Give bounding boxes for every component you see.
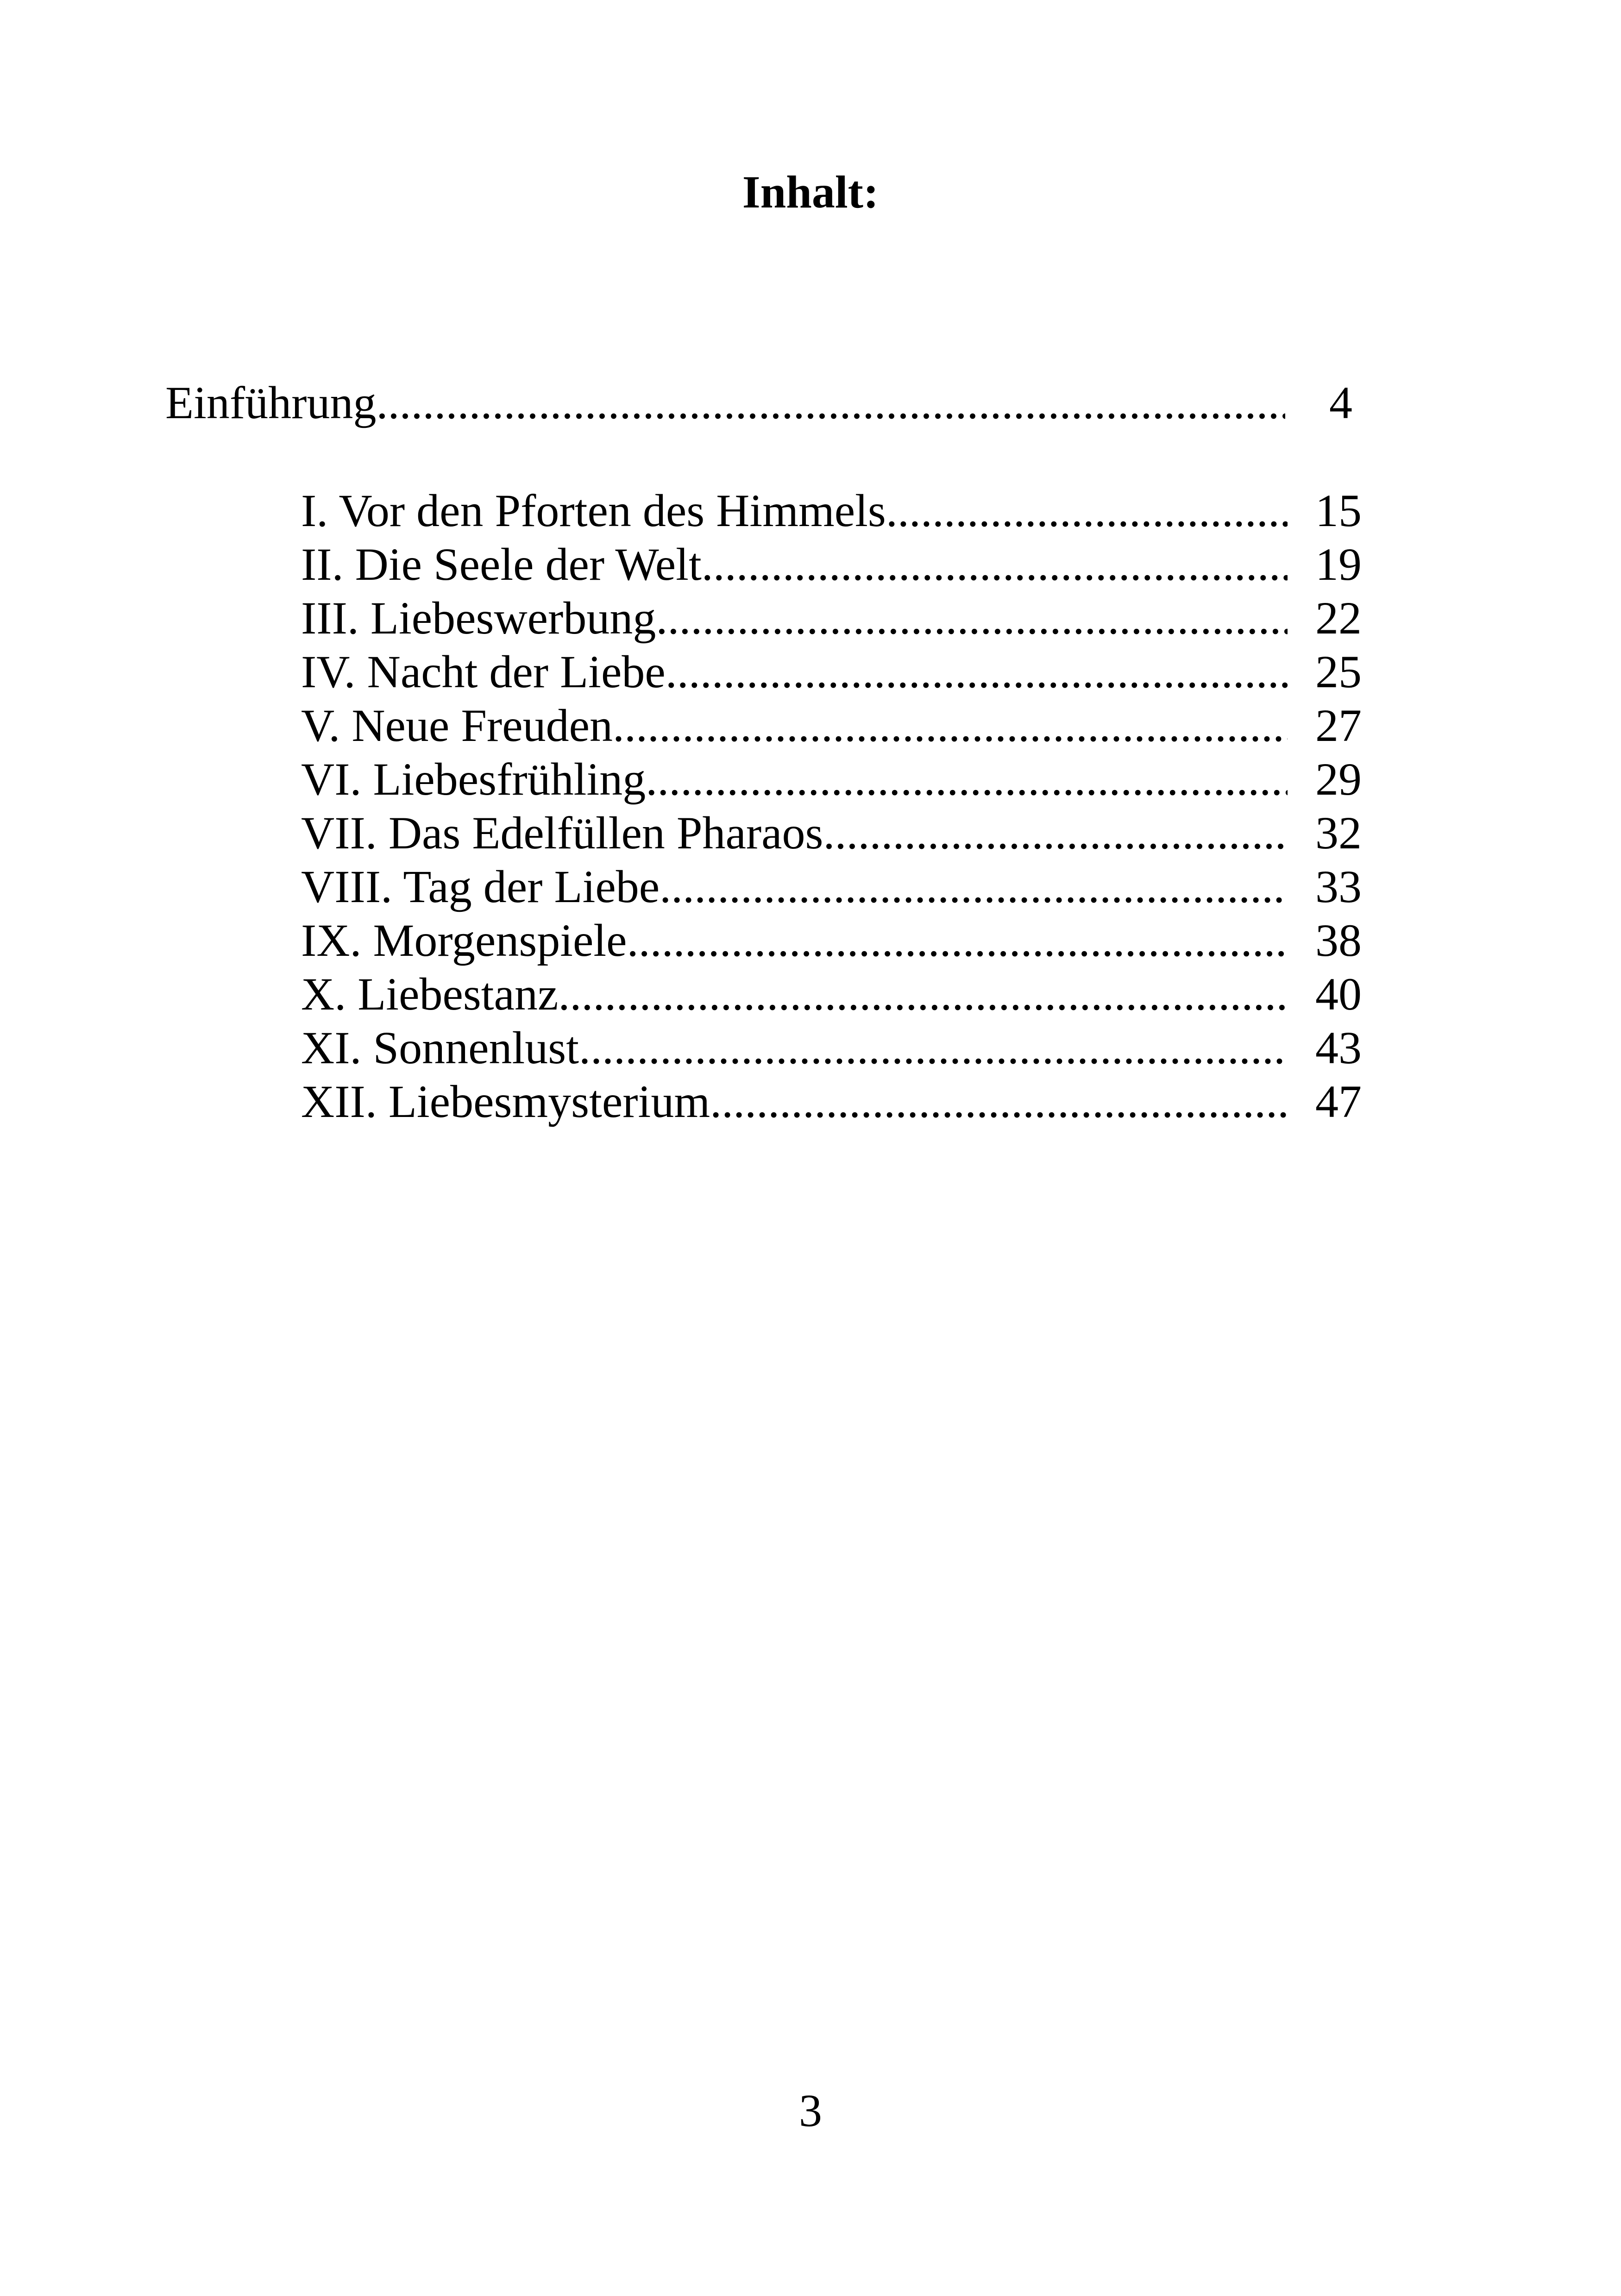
toc-entry [301, 1075, 1362, 1129]
toc-entry-label: II. Die Seele der Welt [301, 539, 702, 590]
toc-entry-page: 25 [1315, 646, 1362, 697]
toc-leader-dots [656, 591, 1288, 645]
toc-entry [301, 753, 1362, 806]
toc-entry-page: 43 [1315, 1022, 1362, 1073]
toc-leader-dots [660, 860, 1288, 914]
toc-leader-dots [886, 484, 1288, 538]
toc-entry [301, 538, 1362, 591]
toc-entry-page: 19 [1315, 539, 1362, 590]
toc-entry [301, 591, 1362, 645]
toc-entry [301, 860, 1362, 914]
toc-entry-label: I. Vor den Pforten des Himmels [301, 485, 886, 536]
page-number: 3 [799, 2085, 822, 2136]
toc-entry [301, 914, 1362, 967]
toc-entry-intro [165, 376, 1352, 430]
toc-entry-label: VIII. Tag der Liebe [301, 861, 660, 912]
toc-entry-page: 22 [1315, 592, 1362, 644]
toc-entry [301, 1021, 1362, 1075]
toc-entry-page: 40 [1315, 968, 1362, 1020]
toc-entry-page: 29 [1315, 753, 1362, 805]
toc-leader-dots [646, 753, 1288, 806]
toc-entry [301, 645, 1362, 699]
toc-entry-page: 47 [1315, 1076, 1362, 1127]
toc-entry-page: 4 [1329, 377, 1352, 428]
toc-entry-page: 32 [1315, 807, 1362, 859]
toc-entry-label: XII. Liebesmysterium [301, 1076, 710, 1127]
toc-entry-label: V. Neue Freuden [301, 700, 613, 751]
toc-entry-label: X. Liebestanz [301, 968, 559, 1020]
toc-entry-label: IV. Nacht der Liebe [301, 646, 666, 697]
toc-entry-label: VI. Liebesfrühling [301, 753, 646, 805]
toc-entry-page: 33 [1315, 861, 1362, 912]
toc-leader-dots [702, 538, 1288, 591]
toc-leader-dots [579, 1021, 1288, 1075]
toc-entry-label: Einführung [165, 377, 377, 428]
toc-entry [301, 967, 1362, 1021]
toc-entry-label: III. Liebeswerbung [301, 592, 656, 644]
toc-entry-label: XI. Sonnenlust [301, 1022, 579, 1073]
toc-entry-page: 38 [1315, 915, 1362, 966]
toc-entry-label: IX. Morgenspiele [301, 915, 627, 966]
toc-entry [301, 699, 1362, 753]
toc-entry [301, 484, 1362, 538]
toc-leader-dots [627, 914, 1288, 967]
toc-leader-dots [376, 376, 1285, 430]
toc-leader-dots [558, 967, 1288, 1021]
page-title: Inhalt: [742, 166, 879, 218]
toc-entry-label: VII. Das Edelfüllen Pharaos [301, 807, 823, 859]
toc-leader-dots [666, 645, 1288, 699]
toc-leader-dots [823, 806, 1288, 860]
toc-entry-page: 15 [1315, 485, 1362, 536]
toc-leader-dots [613, 699, 1288, 753]
toc-entry [301, 806, 1362, 860]
toc-entry-page: 27 [1315, 700, 1362, 751]
toc-leader-dots [710, 1075, 1288, 1129]
